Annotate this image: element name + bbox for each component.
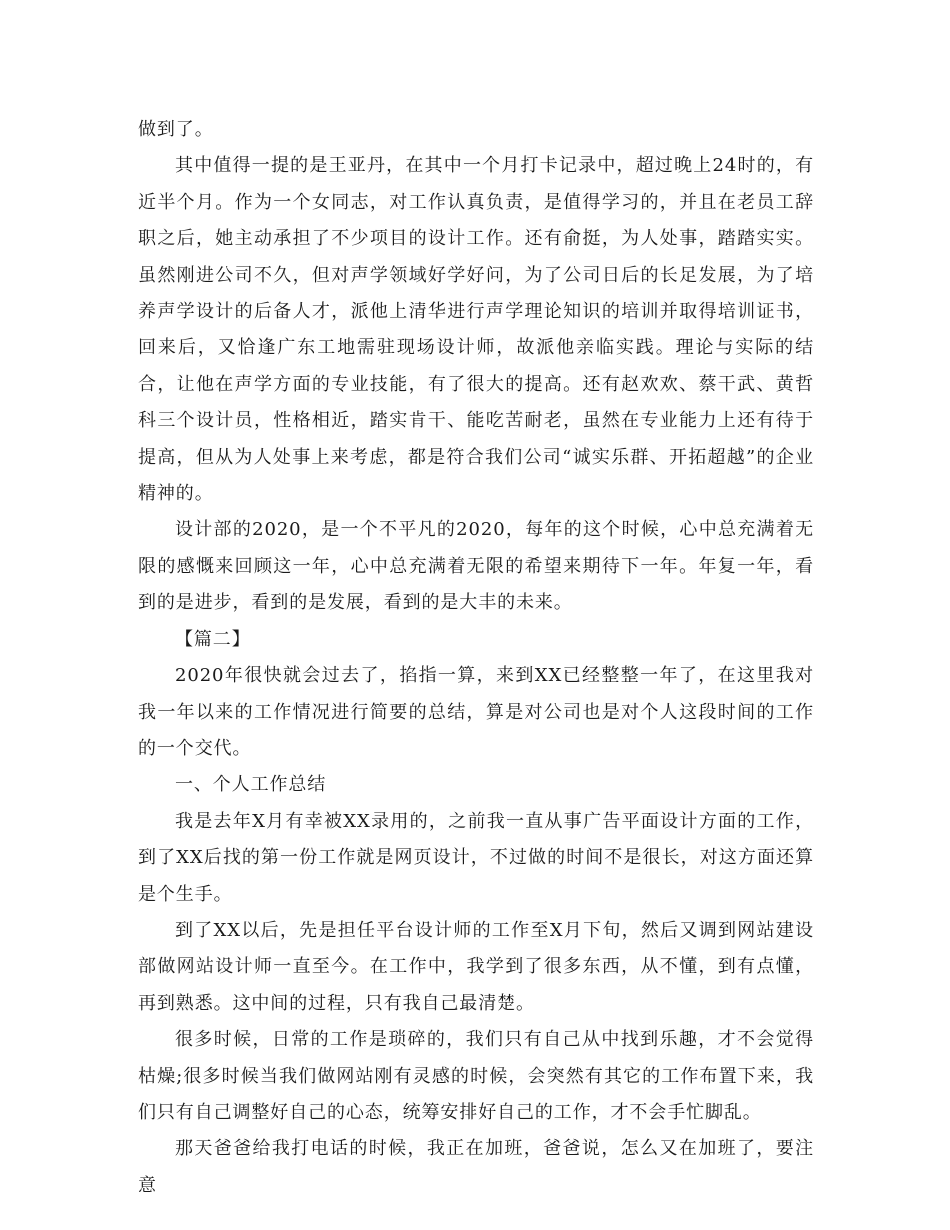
paragraph-hired: 我是去年X月有幸被XX录用的，之前我一直从事广告平面设计方面的工作，到了XX后找的第一份工作就是网页设计，不过做的时间不是很长，对这方面还算是个生手。 bbox=[138, 810, 814, 905]
paragraph-roles: 到了XX以后，先是担任平台设计师的工作至X月下旬，然后又调到网站建设部做网站设计师一直至今。在工作中，我学到了很多东西，从不懂，到有点懂，再到熟悉。这中间的过程，只有我自己最清楚。 bbox=[138, 919, 814, 1014]
paragraph-wang-yadan: 其中值得一提的是王亚丹，在其中一个月打卡记录中，超过晚上24时的，有近半个月。作为一个女同志，对工作认真负责，是值得学习的，并且在老员工辞职之后，她主动承担了不少项目的设计工作。还有俞挺，为人处事，踏踏实实。虽然刚进公司不久，但对声学领域好学好问，为了公司日后的长足发展，为了培养声学设计的后备人才，派他上清华进行声学理论知识的培训并取得培训证书，回来后，又恰逢广东工地需驻现场设计师，故派他亲临实践。理论与实际的结合，让他在声学方面的专业技能，有了很大的提高。还有赵欢欢、蔡干武、黄哲科三个设计员，性格相近，踏实肯干、能吃苦耐老，虽然在专业能力上还有待于提高，但从为人处事上来考虑，都是符合我们公司“诚实乐群、开拓超越”的企业精神的。 bbox=[138, 155, 814, 505]
document-body bbox=[138, 112, 814, 1204]
paragraph-continuation: 做到了。 bbox=[138, 119, 214, 140]
paragraph-design-dept-2020: 设计部的2020，是一个不平凡的2020，每年的这个时候，心中总充满着无限的感慨来回顾这一年，心中总充满着无限的希望来期待下一年。年复一年，看到的是进步，看到的是发展，看到的是大丰的未来。 bbox=[138, 519, 814, 614]
paragraph-intro-2020: 2020年很快就会过去了，掐指一算，来到XX已经整整一年了，在这里我对我一年以来的工作情况进行简要的总结，算是对公司也是对个人这段时间的工作的一个交代。 bbox=[138, 665, 814, 759]
section-heading-personal-summary: 一、个人工作总结 bbox=[175, 774, 327, 796]
paragraph-daily-work: 很多时候，日常的工作是琐碎的，我们只有自己从中找到乐趣，才不会觉得枯燥;很多时候当我们做网站刚有灵感的时候，会突然有其它的工作布置下来，我们只有自己调整好自己的心态，统筹安排好自己的工作，才不会手忙脚乱。 bbox=[138, 1029, 814, 1123]
section-heading-part-two: 【篇二】 bbox=[175, 628, 251, 650]
paragraph-father-call: 那天爸爸给我打电话的时候，我正在加班，爸爸说，怎么又在加班了，要注意 bbox=[138, 1138, 814, 1196]
